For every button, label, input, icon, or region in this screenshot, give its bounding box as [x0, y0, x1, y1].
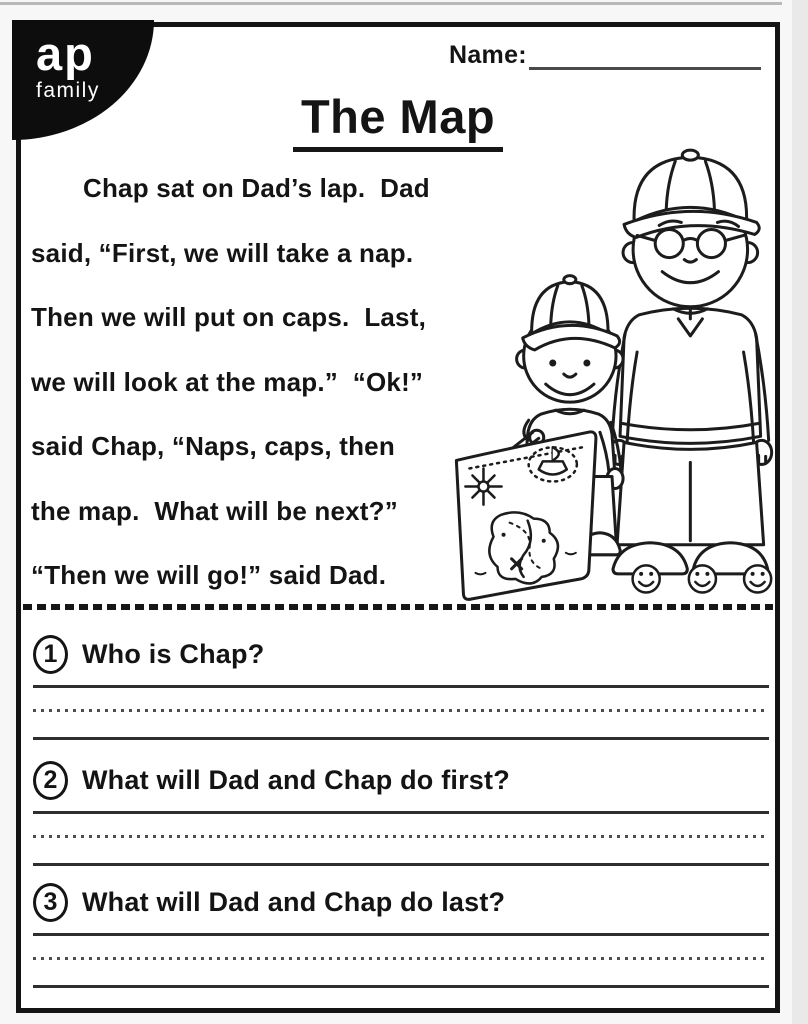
answer-line-dotted[interactable] [33, 709, 769, 712]
passage-line: said Chap, “Naps, caps, then [31, 431, 395, 461]
badge-ap-label: ap [36, 27, 95, 80]
question-number: 3 [33, 883, 68, 922]
worksheet-frame [16, 22, 780, 1013]
smiley-icon [744, 565, 771, 592]
treasure-map-icon [456, 432, 596, 599]
smiley-icon [689, 565, 716, 592]
passage-line: the map. What will be next?” [31, 495, 398, 526]
page-title: The Map [293, 89, 503, 152]
question-head [33, 631, 769, 677]
question-text: What will Dad and Chap do last? [82, 886, 506, 917]
answer-line-dotted[interactable] [33, 957, 769, 960]
question-head [33, 879, 769, 925]
passage-line: said, “First, we will take a nap. [31, 237, 414, 268]
scan-edge-artifact [0, 2, 782, 5]
name-label: Name: [449, 41, 527, 70]
answer-line-solid[interactable] [33, 737, 769, 740]
question-head [33, 757, 769, 803]
dashed-separator [23, 604, 773, 610]
passage-line: “Then we will go!” said Dad. [31, 560, 387, 590]
answer-line-solid[interactable] [33, 811, 769, 814]
scan-margin [792, 0, 808, 1024]
passage-line: we will look at the map.” “Ok!” [31, 366, 424, 397]
reading-passage [31, 173, 430, 625]
question-block-2 [33, 757, 769, 866]
answer-line-solid[interactable] [33, 933, 769, 936]
question-text: Who is Chap? [82, 638, 265, 669]
answer-line-solid[interactable] [33, 863, 769, 866]
question-number: 2 [33, 761, 68, 800]
story-illustration [439, 119, 781, 601]
dad-figure [609, 150, 772, 574]
smiley-icon [633, 565, 660, 592]
badge-family-label: family [36, 79, 100, 102]
name-row [449, 41, 761, 70]
answer-line-solid[interactable] [33, 985, 769, 988]
answer-line-solid[interactable] [33, 685, 769, 688]
answer-line-dotted[interactable] [33, 835, 769, 838]
question-number: 1 [33, 635, 68, 674]
passage-line: Chap sat on Dad’s lap. Dad [83, 173, 430, 203]
question-block-1 [33, 631, 769, 740]
name-input-line[interactable] [529, 41, 761, 70]
passage-line: Then we will put on caps. Last, [31, 302, 427, 332]
question-text: What will Dad and Chap do first? [82, 764, 510, 795]
question-block-3 [33, 879, 769, 988]
